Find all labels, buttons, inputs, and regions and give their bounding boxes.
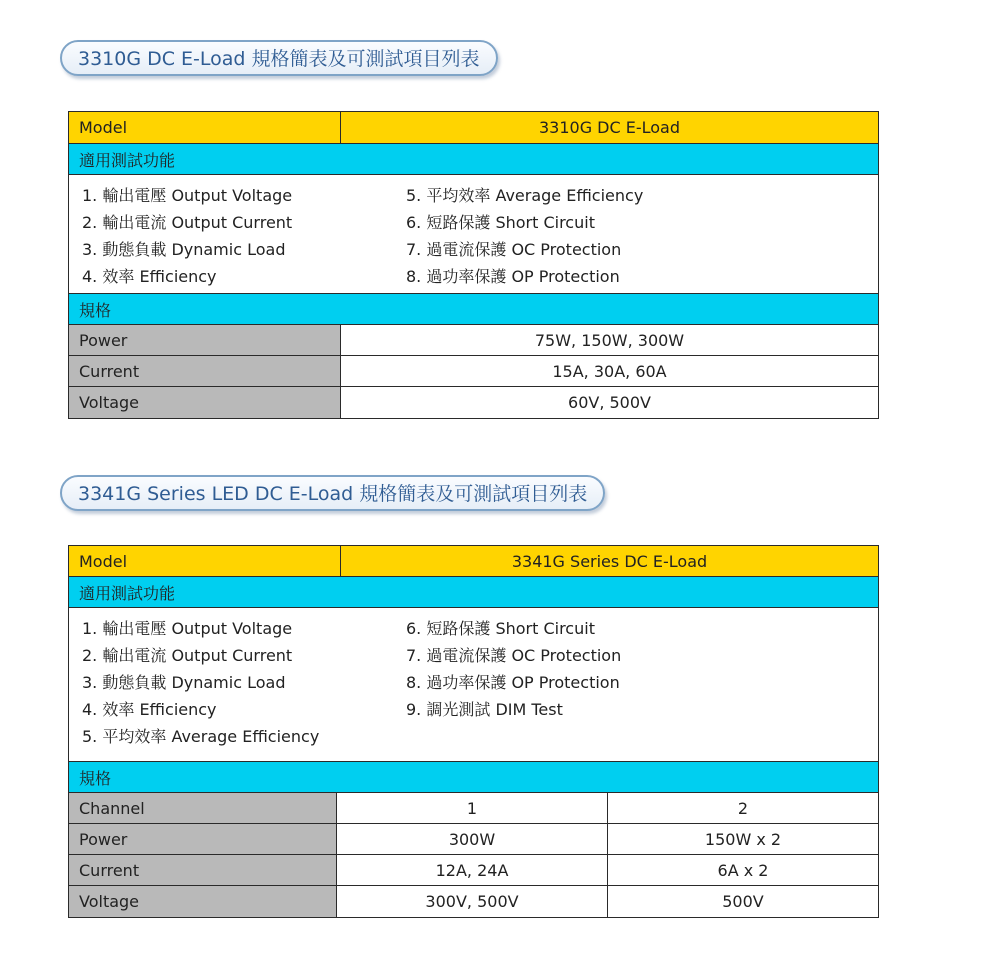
model-label: Model <box>69 112 340 143</box>
function-item: 1. 輸出電壓 Output Voltage <box>82 619 293 638</box>
spec-value-2: 2 <box>607 793 878 823</box>
spec-value: 60V, 500V <box>340 387 878 418</box>
functions-list <box>69 175 878 294</box>
function-item: 7. 過電流保護 OC Protection <box>406 646 622 665</box>
function-item: 3. 動態負載 Dynamic Load <box>82 673 286 692</box>
spec-value-2: 500V <box>607 886 878 917</box>
functions-left-column <box>82 615 319 750</box>
model-row <box>69 112 878 144</box>
spec-label: Voltage <box>69 886 336 917</box>
model-value: 3310G DC E-Load <box>340 112 878 143</box>
spec-value-2: 150W x 2 <box>607 824 878 854</box>
spec-row-voltage <box>69 886 878 917</box>
function-item: 5. 平均效率 Average Efficiency <box>82 727 320 746</box>
function-item: 4. 效率 Efficiency <box>82 700 217 719</box>
spec-value-1: 1 <box>336 793 607 823</box>
function-item: 7. 過電流保護 OC Protection <box>406 240 622 259</box>
functions-list <box>69 608 878 762</box>
function-item: 2. 輸出電流 Output Current <box>82 213 293 232</box>
function-item: 8. 過功率保護 OP Protection <box>406 673 620 692</box>
spec-value-2: 6A x 2 <box>607 855 878 885</box>
section1-table <box>68 111 879 419</box>
spec-row-voltage <box>69 387 878 418</box>
spec-header <box>69 762 878 793</box>
function-item: 6. 短路保護 Short Circuit <box>406 619 595 638</box>
spec-label: Current <box>69 356 340 386</box>
model-label: Model <box>69 546 340 576</box>
functions-header <box>69 144 878 175</box>
function-item: 6. 短路保護 Short Circuit <box>406 213 595 232</box>
model-row <box>69 546 878 577</box>
spec-header-label: 規格 <box>69 294 878 324</box>
function-item: 3. 動態負載 Dynamic Load <box>82 240 286 259</box>
spec-header <box>69 294 878 325</box>
functions-header-label: 適用測試功能 <box>69 577 878 607</box>
section2-table <box>68 545 879 918</box>
function-item: 2. 輸出電流 Output Current <box>82 646 293 665</box>
spec-row-channel <box>69 793 878 824</box>
functions-header <box>69 577 878 608</box>
functions-right-column <box>406 182 643 290</box>
spec-row-current <box>69 855 878 886</box>
spec-value-1: 300W <box>336 824 607 854</box>
spec-value-1: 12A, 24A <box>336 855 607 885</box>
spec-value: 75W, 150W, 300W <box>340 325 878 355</box>
spec-value-1: 300V, 500V <box>336 886 607 917</box>
spec-row-current <box>69 356 878 387</box>
spec-header-label: 規格 <box>69 762 878 792</box>
spec-label: Channel <box>69 793 336 823</box>
function-item: 8. 過功率保護 OP Protection <box>406 267 620 286</box>
functions-header-label: 適用測試功能 <box>69 144 878 174</box>
function-item: 9. 調光測試 DIM Test <box>406 700 563 719</box>
function-item: 1. 輸出電壓 Output Voltage <box>82 186 293 205</box>
function-item: 4. 效率 Efficiency <box>82 267 217 286</box>
function-item: 5. 平均效率 Average Efficiency <box>406 186 644 205</box>
model-value: 3341G Series DC E-Load <box>340 546 878 576</box>
spec-row-power <box>69 824 878 855</box>
spec-row-power <box>69 325 878 356</box>
spec-label: Current <box>69 855 336 885</box>
section2-title: 3341G Series LED DC E-Load 規格簡表及可測試項目列表 <box>60 475 605 511</box>
functions-left-column <box>82 182 292 290</box>
spec-label: Voltage <box>69 387 340 418</box>
spec-label: Power <box>69 325 340 355</box>
spec-value: 15A, 30A, 60A <box>340 356 878 386</box>
functions-right-column <box>406 615 621 723</box>
section1-title: 3310G DC E-Load 規格簡表及可測試項目列表 <box>60 40 498 76</box>
spec-label: Power <box>69 824 336 854</box>
